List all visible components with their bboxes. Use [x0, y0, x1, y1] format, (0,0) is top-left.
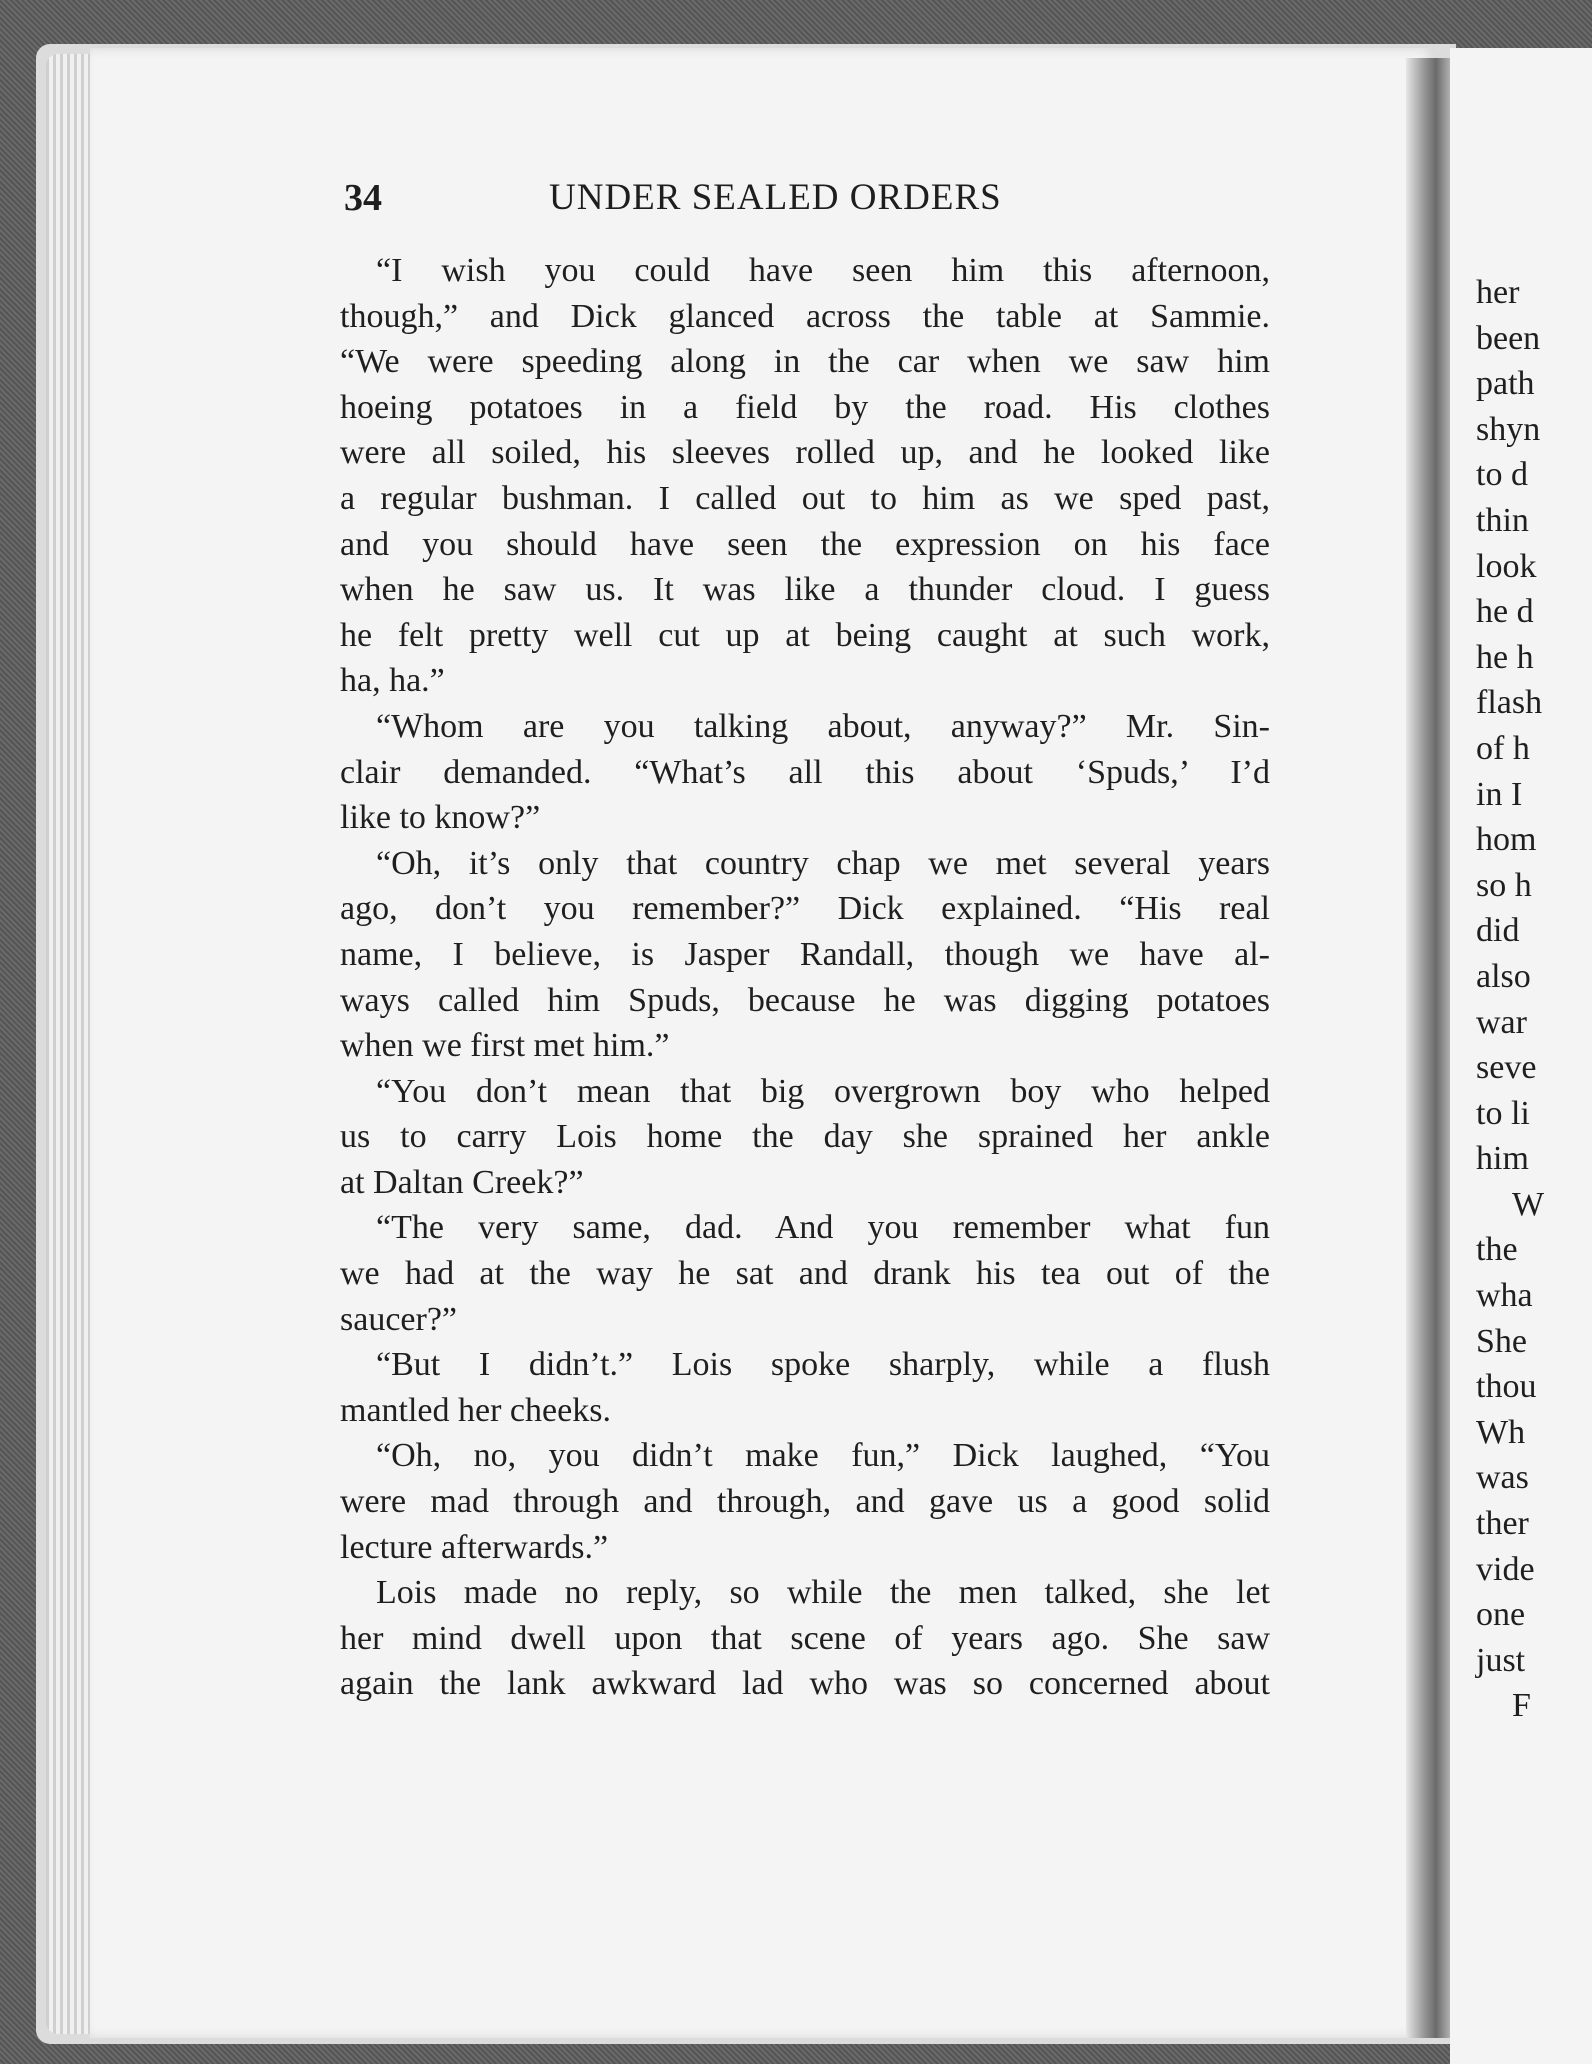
- facing-text-line: him: [1476, 1140, 1529, 1178]
- facing-text-line: seve: [1476, 1049, 1537, 1087]
- text-line: name, I believe, is Jasper Randall, though we have al-: [340, 935, 1270, 973]
- facing-text-line: also: [1476, 957, 1531, 995]
- facing-text-line: She: [1476, 1322, 1527, 1360]
- facing-text-line: one: [1476, 1596, 1526, 1634]
- facing-text-line: was: [1476, 1459, 1529, 1497]
- text-line: and you should have seen the expression on his face: [340, 525, 1270, 563]
- running-title: UNDER SEALED ORDERS: [549, 177, 1002, 218]
- text-line: when we first met him.”: [340, 1027, 670, 1065]
- text-line: us to carry Lois home the day she sprained her ankle: [340, 1118, 1270, 1156]
- page-number: 34: [344, 177, 382, 219]
- facing-text-line: to li: [1476, 1094, 1530, 1132]
- facing-text-line: ther: [1476, 1505, 1529, 1543]
- text-line: again the lank awkward lad who was so concerned about: [340, 1665, 1270, 1703]
- text-line: Lois made no reply, so while the men talked, she let: [376, 1574, 1270, 1612]
- facing-text-line: to d: [1476, 456, 1528, 494]
- facing-text-line: of h: [1476, 729, 1530, 767]
- facing-text-line: in I: [1476, 775, 1523, 813]
- book-gutter: [1406, 58, 1456, 2038]
- text-line: he felt pretty well cut up at being caught at such work,: [340, 616, 1270, 654]
- facing-text-line: flash: [1476, 684, 1543, 722]
- facing-text-line: W: [1512, 1185, 1545, 1223]
- facing-text-line: look: [1476, 547, 1537, 585]
- text-line: we had at the way he sat and drank his tea out of the: [340, 1255, 1270, 1293]
- text-line: clair demanded. “What’s all this about ‘Spuds,’ I’d: [340, 753, 1270, 791]
- facing-text-line: so h: [1476, 866, 1532, 904]
- facing-text-line: been: [1476, 319, 1541, 357]
- facing-text-line: war: [1476, 1003, 1527, 1041]
- text-line: though,” and Dick glanced across the table at Sammie.: [340, 297, 1270, 335]
- text-line: “Oh, no, you didn’t make fun,” Dick laughed, “You: [376, 1437, 1270, 1475]
- text-line: were all soiled, his sleeves rolled up, and he looked like: [340, 434, 1270, 472]
- text-line: when he saw us. It was like a thunder cloud. I guess: [340, 571, 1270, 609]
- text-line: ago, don’t you remember?” Dick explained. “His real: [340, 890, 1270, 928]
- facing-text-line: F: [1512, 1687, 1531, 1725]
- facing-text-line: vide: [1476, 1550, 1535, 1588]
- text-line: “We were speeding along in the car when we saw him: [340, 343, 1270, 381]
- text-line: her mind dwell upon that scene of years ago. She saw: [340, 1619, 1270, 1657]
- facing-text-line: did: [1476, 912, 1520, 950]
- text-line: lecture afterwards.”: [340, 1528, 609, 1566]
- text-line: like to know?”: [340, 799, 541, 837]
- text-line: “Oh, it’s only that country chap we met several years: [376, 844, 1270, 882]
- facing-text-line: thou: [1476, 1368, 1537, 1406]
- body-text: [340, 248, 1270, 1707]
- text-line: mantled her cheeks.: [340, 1391, 611, 1429]
- right-page: [1450, 48, 1592, 2064]
- facing-text-line: he h: [1476, 638, 1534, 676]
- text-line: “You don’t mean that big overgrown boy who helped: [376, 1072, 1270, 1110]
- facing-text-line: path: [1476, 365, 1535, 403]
- facing-text-line: just: [1476, 1641, 1526, 1679]
- text-line: at Daltan Creek?”: [340, 1163, 584, 1201]
- text-line: “The very same, dad. And you remember what fun: [376, 1209, 1270, 1247]
- facing-text-line: wha: [1476, 1277, 1533, 1315]
- facing-text-line: Wh: [1476, 1413, 1526, 1451]
- text-line: hoeing potatoes in a field by the road. His clothes: [340, 388, 1270, 426]
- facing-text-line: hom: [1476, 821, 1537, 859]
- text-line: ha, ha.”: [340, 662, 445, 700]
- text-line: “Whom are you talking about, anyway?” Mr. Sin-: [376, 707, 1270, 745]
- facing-text-line: thin: [1476, 501, 1529, 539]
- text-line: “I wish you could have seen him this afternoon,: [376, 252, 1270, 289]
- facing-page-text: [1476, 270, 1544, 1729]
- text-line: “But I didn’t.” Lois spoke sharply, while a flush: [376, 1346, 1270, 1384]
- text-line: saucer?”: [340, 1300, 458, 1338]
- text-line: ways called him Spuds, because he was digging potatoes: [340, 981, 1270, 1019]
- text-line: a regular bushman. I called out to him as we sped past,: [340, 479, 1270, 517]
- facing-text-line: he d: [1476, 593, 1534, 631]
- page-header: [344, 176, 1274, 219]
- facing-text-line: her: [1476, 274, 1520, 311]
- facing-text-line: the: [1476, 1231, 1518, 1269]
- facing-text-line: shyn: [1476, 410, 1541, 448]
- text-line: were mad through and through, and gave us a good solid: [340, 1483, 1270, 1521]
